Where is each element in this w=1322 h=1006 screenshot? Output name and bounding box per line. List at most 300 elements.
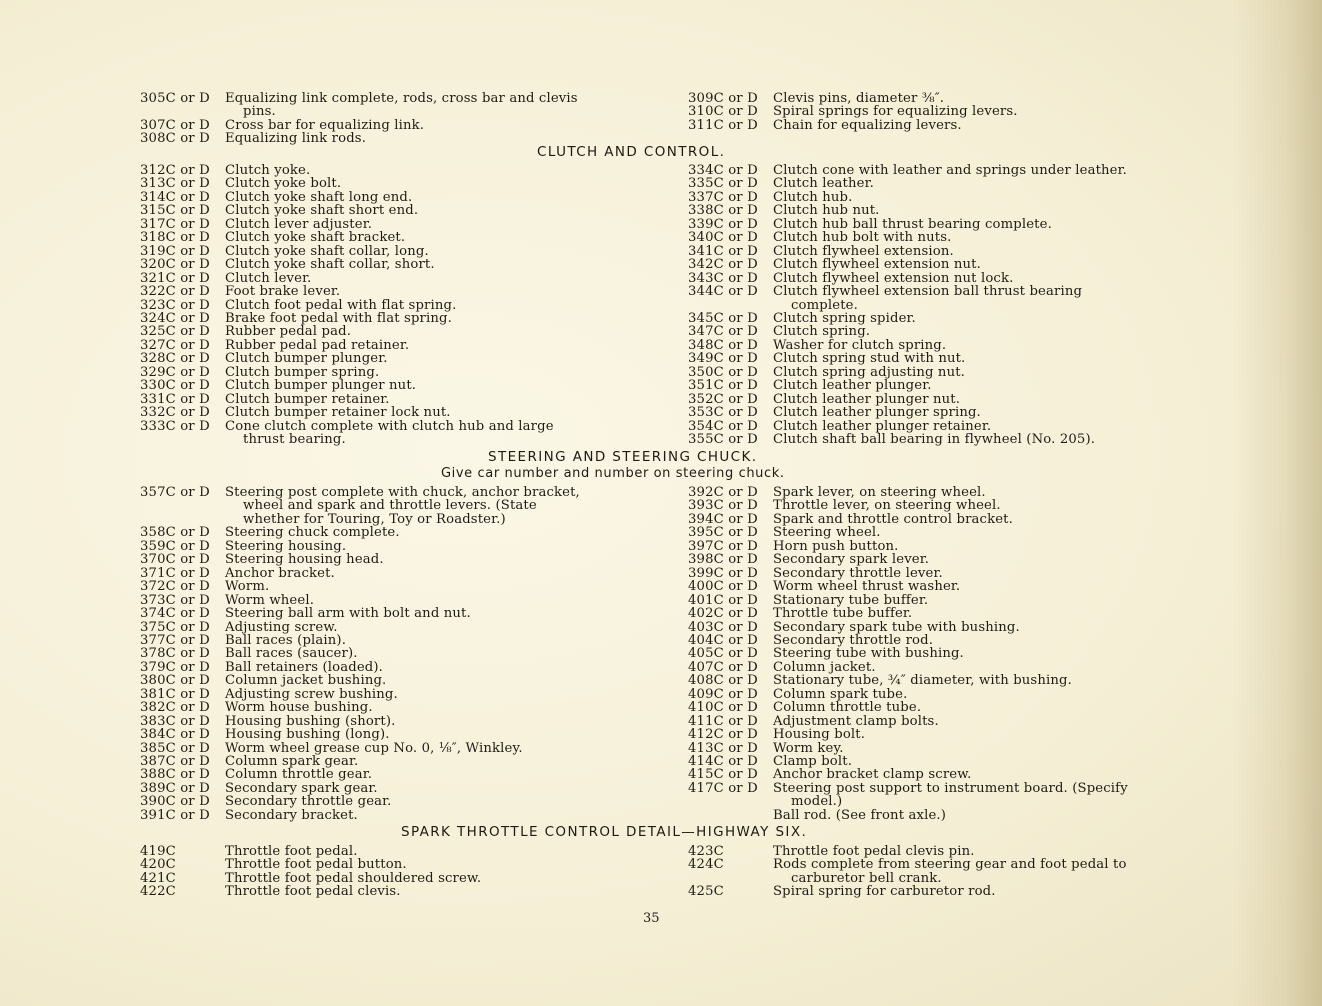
part-description [225,661,383,674]
part-description [773,339,946,352]
description-line: Adjusting screw. [225,619,338,635]
description-line: Horn push button. [773,538,899,554]
part-number: 341C or D [688,243,758,259]
description-line: Clutch hub nut. [773,203,880,219]
part-number: 423C [688,844,724,859]
part-number: 338C or D [688,203,758,219]
part-description [773,119,962,132]
part-description [225,191,412,204]
part-number: 384C or D [140,727,210,743]
part-description [773,728,865,741]
description-line: Clutch leather plunger. [773,378,932,394]
part-number: 330C or D [140,378,210,394]
part-description [773,164,1127,177]
description-line: Housing bushing (long). [225,727,390,743]
description-line: Spiral spring for carburetor rod. [773,884,996,900]
part-description [773,513,1013,526]
description-line: Clutch spring. [773,324,871,340]
part-description [225,768,372,781]
description-line: Clutch cone with leather and springs under leather. [773,163,1127,178]
description-line: Anchor bracket. [225,565,335,581]
description-line: Ball races (saucer). [225,646,358,662]
part-description [773,204,880,217]
part-description [773,231,952,244]
part-description [773,420,991,433]
part-number: 412C or D [688,727,758,743]
part-description [773,325,870,338]
part-number: 322C or D [140,284,210,300]
description-line: Clutch hub. [773,189,853,205]
description-line: Clutch bumper plunger nut. [225,378,417,394]
section-heading: SPARK THROTTLE CONTROL DETAIL—HIGHWAY SIX. [401,824,808,840]
part-description [773,647,964,660]
description-line: Clutch bumper spring. [225,364,380,380]
description-line: Foot brake lever. [225,284,341,300]
part-number: 310C or D [688,104,758,120]
description-line: Rubber pedal pad retainer. [225,337,410,353]
part-description [773,688,907,701]
part-number: 335C or D [688,176,758,192]
part-number: 395C or D [688,525,758,541]
description-line: Clutch hub bolt with nuts. [773,230,952,246]
description-line: Steering post support to instrument board. (Specify [773,780,1128,796]
part-number: 348C or D [688,337,758,353]
part-number: 407C or D [688,659,758,675]
part-description [225,285,340,298]
description-line: Column jacket. [773,659,876,675]
part-number: 420C [140,857,176,873]
part-description [225,339,409,352]
part-number: 414C or D [688,754,758,769]
part-number: 315C or D [140,203,210,219]
part-description [773,845,975,858]
section-note: Give car number and number on steering chuck. [441,466,785,481]
description-line: Housing bushing (short). [225,713,396,729]
part-number: 391C or D [140,807,210,823]
part-description [225,540,346,553]
part-description [225,231,405,244]
part-description [225,526,400,539]
description-line: complete. [791,297,858,313]
part-number: 393C or D [688,498,758,514]
part-description [225,607,471,620]
part-number: 329C or D [140,364,210,380]
part-description [225,634,346,647]
part-description [773,701,921,714]
description-line: Worm. [225,579,270,595]
part-number: 332C or D [140,405,210,421]
part-number: 333C or D [140,418,210,434]
part-description [225,594,314,607]
part-description [773,885,996,898]
description-line: Clutch spring spider. [773,310,916,326]
description-line: Clutch yoke shaft collar, long. [225,243,429,259]
description-line: Clutch hub ball thrust bearing complete. [773,216,1052,232]
description-line: Stationary tube buffer. [773,592,929,608]
part-description [225,164,310,177]
description-line: Column spark tube. [773,686,908,702]
description-line: Clutch bumper retainer lock nut. [225,405,451,421]
part-number: 345C or D [688,310,758,326]
description-line: Clutch leather. [773,176,874,192]
part-number: 357C or D [140,485,210,500]
part-number: 350C or D [688,364,758,380]
part-description [225,845,358,858]
part-number: 409C or D [688,686,758,702]
part-number: 319C or D [140,243,210,259]
part-description [773,105,1018,118]
part-number: 397C or D [688,538,758,554]
description-line: Steering post complete with chuck, anchor bracket, [225,485,580,500]
part-number: 353C or D [688,405,758,421]
description-line: Worm wheel. [225,592,315,608]
part-description [225,119,424,132]
part-description [773,715,939,728]
description-line: Column spark gear. [225,754,359,769]
part-description [225,553,384,566]
description-line: Clutch yoke shaft short end. [225,203,419,219]
part-description [773,486,986,499]
part-description [225,688,398,701]
part-number: 370C or D [140,552,210,568]
part-number: 351C or D [688,378,758,394]
description-line: Worm house bushing. [225,700,373,716]
part-description [773,661,876,674]
part-description [773,92,944,105]
part-number: 405C or D [688,646,758,662]
part-number: 328C or D [140,351,210,367]
part-number: 352C or D [688,391,758,407]
description-line: Column throttle tube. [773,700,922,716]
part-number: 347C or D [688,324,758,340]
part-description [225,580,269,593]
part-description [225,420,554,447]
description-line: Throttle foot pedal clevis pin. [773,844,975,859]
part-description [225,567,335,580]
description-line: Column jacket bushing. [225,673,387,689]
part-number: 320C or D [140,257,210,273]
description-line: Clutch shaft ball bearing in flywheel (No. 205). [773,432,1096,447]
description-line: Clutch yoke shaft bracket. [225,230,406,246]
part-description [225,809,358,822]
description-line: Clutch spring adjusting nut. [773,364,966,380]
part-number: 372C or D [140,579,210,595]
part-description [225,486,580,526]
part-description [225,728,390,741]
description-line: Steering wheel. [773,525,881,541]
part-number: 342C or D [688,257,758,273]
description-line: Brake foot pedal with flat spring. [225,310,452,326]
description-line: Clutch flywheel extension nut. [773,257,981,273]
description-line: Throttle foot pedal button. [225,857,407,873]
part-description [773,285,1082,312]
part-number: 387C or D [140,754,210,769]
part-description [773,366,965,379]
description-line: Rods complete from steering gear and foot pedal to [773,857,1127,873]
part-description [773,526,881,539]
part-description [225,299,456,312]
part-description [225,325,351,338]
section-heading: CLUTCH AND CONTROL. [537,144,726,160]
description-line: Equalizing link rods. [225,131,367,147]
part-number: 314C or D [140,189,210,205]
part-description [773,191,852,204]
description-line: Clutch lever adjuster. [225,216,373,232]
part-description [773,567,943,580]
part-number: 313C or D [140,176,210,192]
description-line: Clevis pins, diameter ⅜″. [773,91,945,106]
part-description [225,272,311,285]
part-description [773,634,933,647]
part-number: 331C or D [140,391,210,407]
part-number: 417C or D [688,780,758,796]
description-line: Clutch yoke shaft collar, short. [225,257,435,273]
part-description [773,433,1095,446]
description-line: Washer for clutch spring. [773,337,947,353]
description-line: Secondary spark gear. [225,780,378,796]
description-line: Rubber pedal pad. [225,324,352,340]
part-description [225,258,435,271]
description-line: Clutch leather plunger spring. [773,405,981,421]
part-description [225,755,358,768]
part-description [225,393,390,406]
description-line: Cross bar for equalizing link. [225,117,425,133]
part-number: 334C or D [688,163,758,178]
description-line: Steering housing head. [225,552,384,568]
part-description [773,245,954,258]
part-description [225,885,401,898]
description-line: Clutch yoke bolt. [225,176,342,192]
description-line: Ball retainers (loaded). [225,659,384,675]
part-number: 373C or D [140,592,210,608]
part-number: 419C [140,844,176,859]
part-number: 379C or D [140,659,210,675]
part-number: 321C or D [140,270,210,286]
part-description [773,742,844,755]
part-number: 380C or D [140,673,210,689]
part-number: 410C or D [688,700,758,716]
description-line: Steering chuck complete. [225,525,400,541]
description-line: Clutch yoke shaft long end. [225,189,413,205]
part-number: 308C or D [140,131,210,147]
part-number: 344C or D [688,284,758,300]
description-line: Clutch yoke. [225,163,311,178]
description-line: Clutch flywheel extension nut lock. [773,270,1014,286]
part-number: 411C or D [688,713,758,729]
part-description [773,768,971,781]
description-line: Clamp bolt. [773,754,853,769]
part-number: 340C or D [688,230,758,246]
part-number: 307C or D [140,117,210,133]
part-number: 401C or D [688,592,758,608]
part-description [773,674,1072,687]
part-description [773,782,1128,809]
description-line: Steering tube with bushing. [773,646,964,662]
description-line: Spark and throttle control bracket. [773,511,1013,527]
part-number: 375C or D [140,619,210,635]
description-line: Equalizing link complete, rods, cross bar and clevis [225,91,578,106]
description-line: Housing bolt. [773,727,866,743]
part-description [225,674,386,687]
part-number: 358C or D [140,525,210,541]
part-number: 398C or D [688,552,758,568]
description-line: Adjustment clamp bolts. [773,713,939,729]
part-description [773,540,899,553]
part-number: 312C or D [140,163,210,178]
part-description [225,218,372,231]
part-description [773,858,1127,885]
part-description [225,701,373,714]
description-line: Clutch foot pedal with flat spring. [225,297,457,313]
part-number: 323C or D [140,297,210,313]
part-number: 325C or D [140,324,210,340]
description-line: Clutch flywheel extension. [773,243,954,259]
part-number: 424C [688,857,724,873]
part-number: 374C or D [140,606,210,622]
description-line: Secondary throttle lever. [773,565,943,581]
description-line: Clutch leather plunger retainer. [773,418,992,434]
description-line: Throttle lever, on steering wheel. [773,498,1001,514]
part-number: 403C or D [688,619,758,635]
description-line: Stationary tube, ¾″ diameter, with bushing. [773,673,1072,689]
page-number: 35 [643,911,660,926]
description-line: Throttle tube buffer. [773,606,913,622]
part-description [773,393,960,406]
part-description [773,621,1020,634]
part-number: 324C or D [140,310,210,326]
description-line: Secondary throttle gear. [225,794,392,810]
part-number: 327C or D [140,337,210,353]
description-line: Ball races (plain). [225,632,347,648]
description-line: Secondary bracket. [225,807,358,823]
part-description [225,742,523,755]
part-description [773,809,946,822]
part-number: 318C or D [140,230,210,246]
part-description [225,872,481,885]
part-number: 355C or D [688,432,758,447]
description-line: Clutch bumper plunger. [225,351,388,367]
part-number: 359C or D [140,538,210,554]
description-line: pins. [243,104,276,120]
description-line: Secondary spark tube with bushing. [773,619,1020,635]
part-description [225,366,379,379]
part-description [773,177,874,190]
part-number: 382C or D [140,700,210,716]
part-number: 337C or D [688,189,758,205]
part-number: 421C [140,870,176,886]
part-number: 425C [688,884,724,900]
part-description [225,204,418,217]
part-number: 377C or D [140,632,210,648]
part-description [773,580,960,593]
part-description [225,647,358,660]
part-number: 399C or D [688,565,758,581]
description-line: Clutch bumper retainer. [225,391,390,407]
description-line: Secondary throttle rod. [773,632,934,648]
part-description [225,406,451,419]
part-number: 309C or D [688,91,758,106]
description-line: Clutch spring stud with nut. [773,351,966,367]
part-number: 339C or D [688,216,758,232]
part-description [225,352,388,365]
part-number: 408C or D [688,673,758,689]
description-line: Clutch flywheel extension ball thrust bearing [773,284,1083,300]
part-number: 305C or D [140,91,210,106]
part-number: 371C or D [140,565,210,581]
description-line: carburetor bell crank. [791,870,942,886]
description-line: Spiral springs for equalizing levers. [773,104,1018,120]
description-line: Throttle foot pedal. [225,844,358,859]
part-description [773,272,1013,285]
description-line: Spark lever, on steering wheel. [773,485,986,500]
part-description [773,406,981,419]
description-line: Worm wheel grease cup No. 0, ⅛″, Winkley. [225,740,523,756]
description-line: Throttle foot pedal shouldered screw. [225,870,482,886]
description-line: model.) [791,794,843,810]
description-line: Clutch lever. [225,270,312,286]
part-number: 400C or D [688,579,758,595]
part-description [225,379,416,392]
description-line: Adjusting screw bushing. [225,686,398,702]
part-description [225,782,378,795]
part-description [225,858,407,871]
part-description [225,312,452,325]
part-description [773,594,928,607]
part-number: 383C or D [140,713,210,729]
page-curl-shadow [1232,0,1322,1006]
part-description [773,312,916,325]
part-description [773,553,929,566]
part-number: 390C or D [140,794,210,810]
part-description [773,218,1052,231]
description-line: Chain for equalizing levers. [773,117,962,133]
section-heading: STEERING AND STEERING CHUCK. [488,449,758,465]
description-line: thrust bearing. [243,432,346,447]
part-description [225,132,366,145]
part-number: 378C or D [140,646,210,662]
description-line: Cone clutch complete with clutch hub and large [225,418,554,434]
part-number: 354C or D [688,418,758,434]
part-number: 394C or D [688,511,758,527]
part-number: 385C or D [140,740,210,756]
description-line: Steering housing. [225,538,347,554]
description-line: Clutch leather plunger nut. [773,391,961,407]
part-number: 388C or D [140,767,210,783]
part-description [225,715,395,728]
part-description [773,755,852,768]
description-line: Worm key. [773,740,844,756]
part-number: 422C [140,884,176,900]
part-number: 381C or D [140,686,210,702]
part-number: 343C or D [688,270,758,286]
description-line: Ball rod. (See front axle.) [773,807,947,823]
description-line: Anchor bracket clamp screw. [773,767,972,783]
part-description [773,499,1001,512]
part-number: 311C or D [688,117,758,133]
description-line: Throttle foot pedal clevis. [225,884,401,900]
part-number: 413C or D [688,740,758,756]
description-line: Secondary spark lever. [773,552,930,568]
description-line: wheel and spark and throttle levers. (State [243,498,537,514]
part-description [773,607,912,620]
part-number: 415C or D [688,767,758,783]
part-number: 349C or D [688,351,758,367]
part-number: 392C or D [688,485,758,500]
part-description [225,177,341,190]
description-line: Steering ball arm with bolt and nut. [225,606,471,622]
part-description [773,258,981,271]
part-description [225,795,392,808]
